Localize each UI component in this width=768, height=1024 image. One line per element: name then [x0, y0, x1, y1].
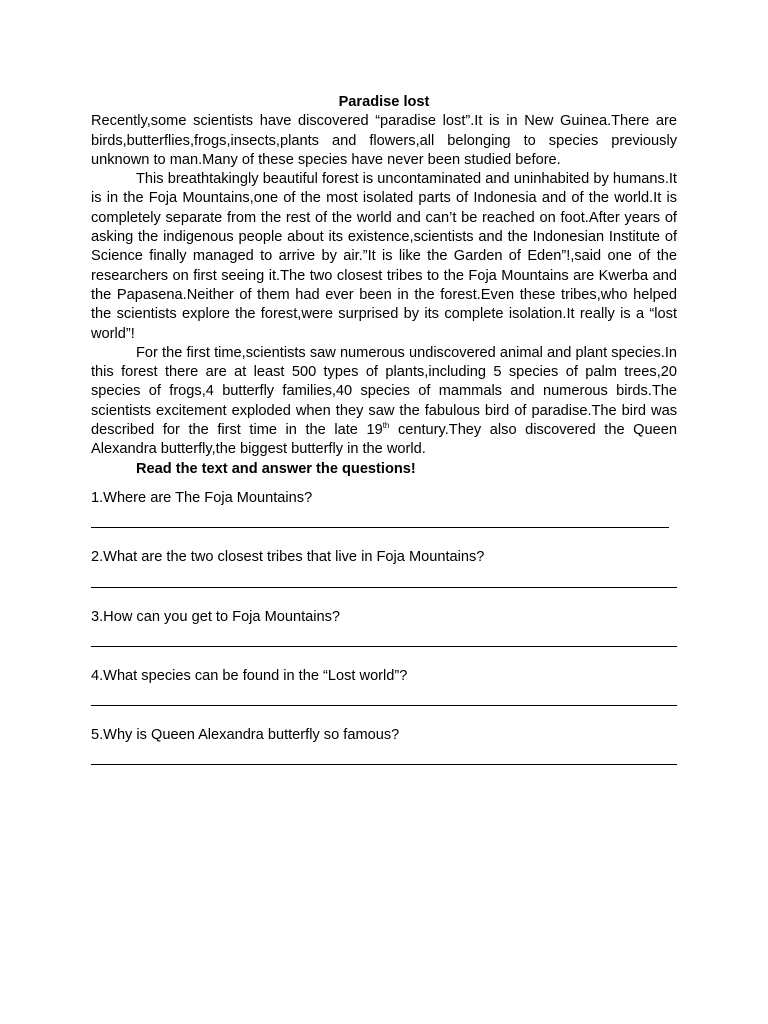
question-5: 5.Why is Queen Alexandra butterfly so famous? — [91, 727, 400, 744]
instruction-heading: Read the text and answer the questions! — [136, 460, 416, 477]
paragraph-species — [91, 344, 677, 460]
question-4: 4.What species can be found in the “Lost world”? — [91, 667, 408, 684]
ordinal-suffix: th — [382, 421, 390, 431]
answer-line-2[interactable] — [91, 587, 677, 588]
answer-line-1[interactable] — [91, 527, 669, 528]
answer-line-5[interactable] — [91, 764, 677, 765]
paragraph-species-text-end: century.They also discovered the Queen Alexandra butterfly,the biggest butterfly in the world. — [91, 422, 677, 458]
question-3: 3.How can you get to Foja Mountains? — [91, 608, 341, 625]
answer-line-3[interactable] — [91, 646, 677, 647]
document-content — [91, 93, 677, 765]
question-2: 2.What are the two closest tribes that live in Foja Mountains? — [91, 549, 485, 566]
paragraph-intro: Recently,some scientists have discovered “paradise lost”.It is in New Guinea.There are birds,butterflies,frogs,insects,plants and flowers,all belonging to species previously unknown to man.Many of these species have never been studied before. — [91, 113, 677, 168]
paragraph-forest: This breathtakingly beautiful forest is uncontaminated and uninhabited by humans.It is in the Foja Mountains,one of the most isolated parts of Indonesia and of the world.It is completely separate from the rest of the world and can’t be reached on foot.After years of asking the indigenous people about its existence,scientists and the Indonesian Institute of Science finally managed to arrive by air.”It is like the Garden of Eden”!,said one of the researchers on first seeing it.The two closest tribes to the Foja Mountains are Kwerba and the Papasena.Neither of them had ever been in the forest.Even these tribes,who helped the scientists explore the forest,were surprised by its complete isolation.It really is a “lost world”! — [91, 171, 677, 342]
question-1: 1.Where are The Foja Mountains? — [91, 489, 313, 506]
answer-line-4[interactable] — [91, 705, 677, 706]
document-title: Paradise lost — [338, 94, 430, 110]
paragraph-species-text: For the first time,scientists saw numerous undiscovered animal and plant species.In this forest there are at least 500 types of plants,including 5 species of palm trees,20 species of frogs,4 butterfly families,40 species of mammals and numerous birds.The scientists excitement exploded when they saw the fabulous bird of paradise.The bird was described for the first time in the late 19 — [91, 344, 677, 439]
